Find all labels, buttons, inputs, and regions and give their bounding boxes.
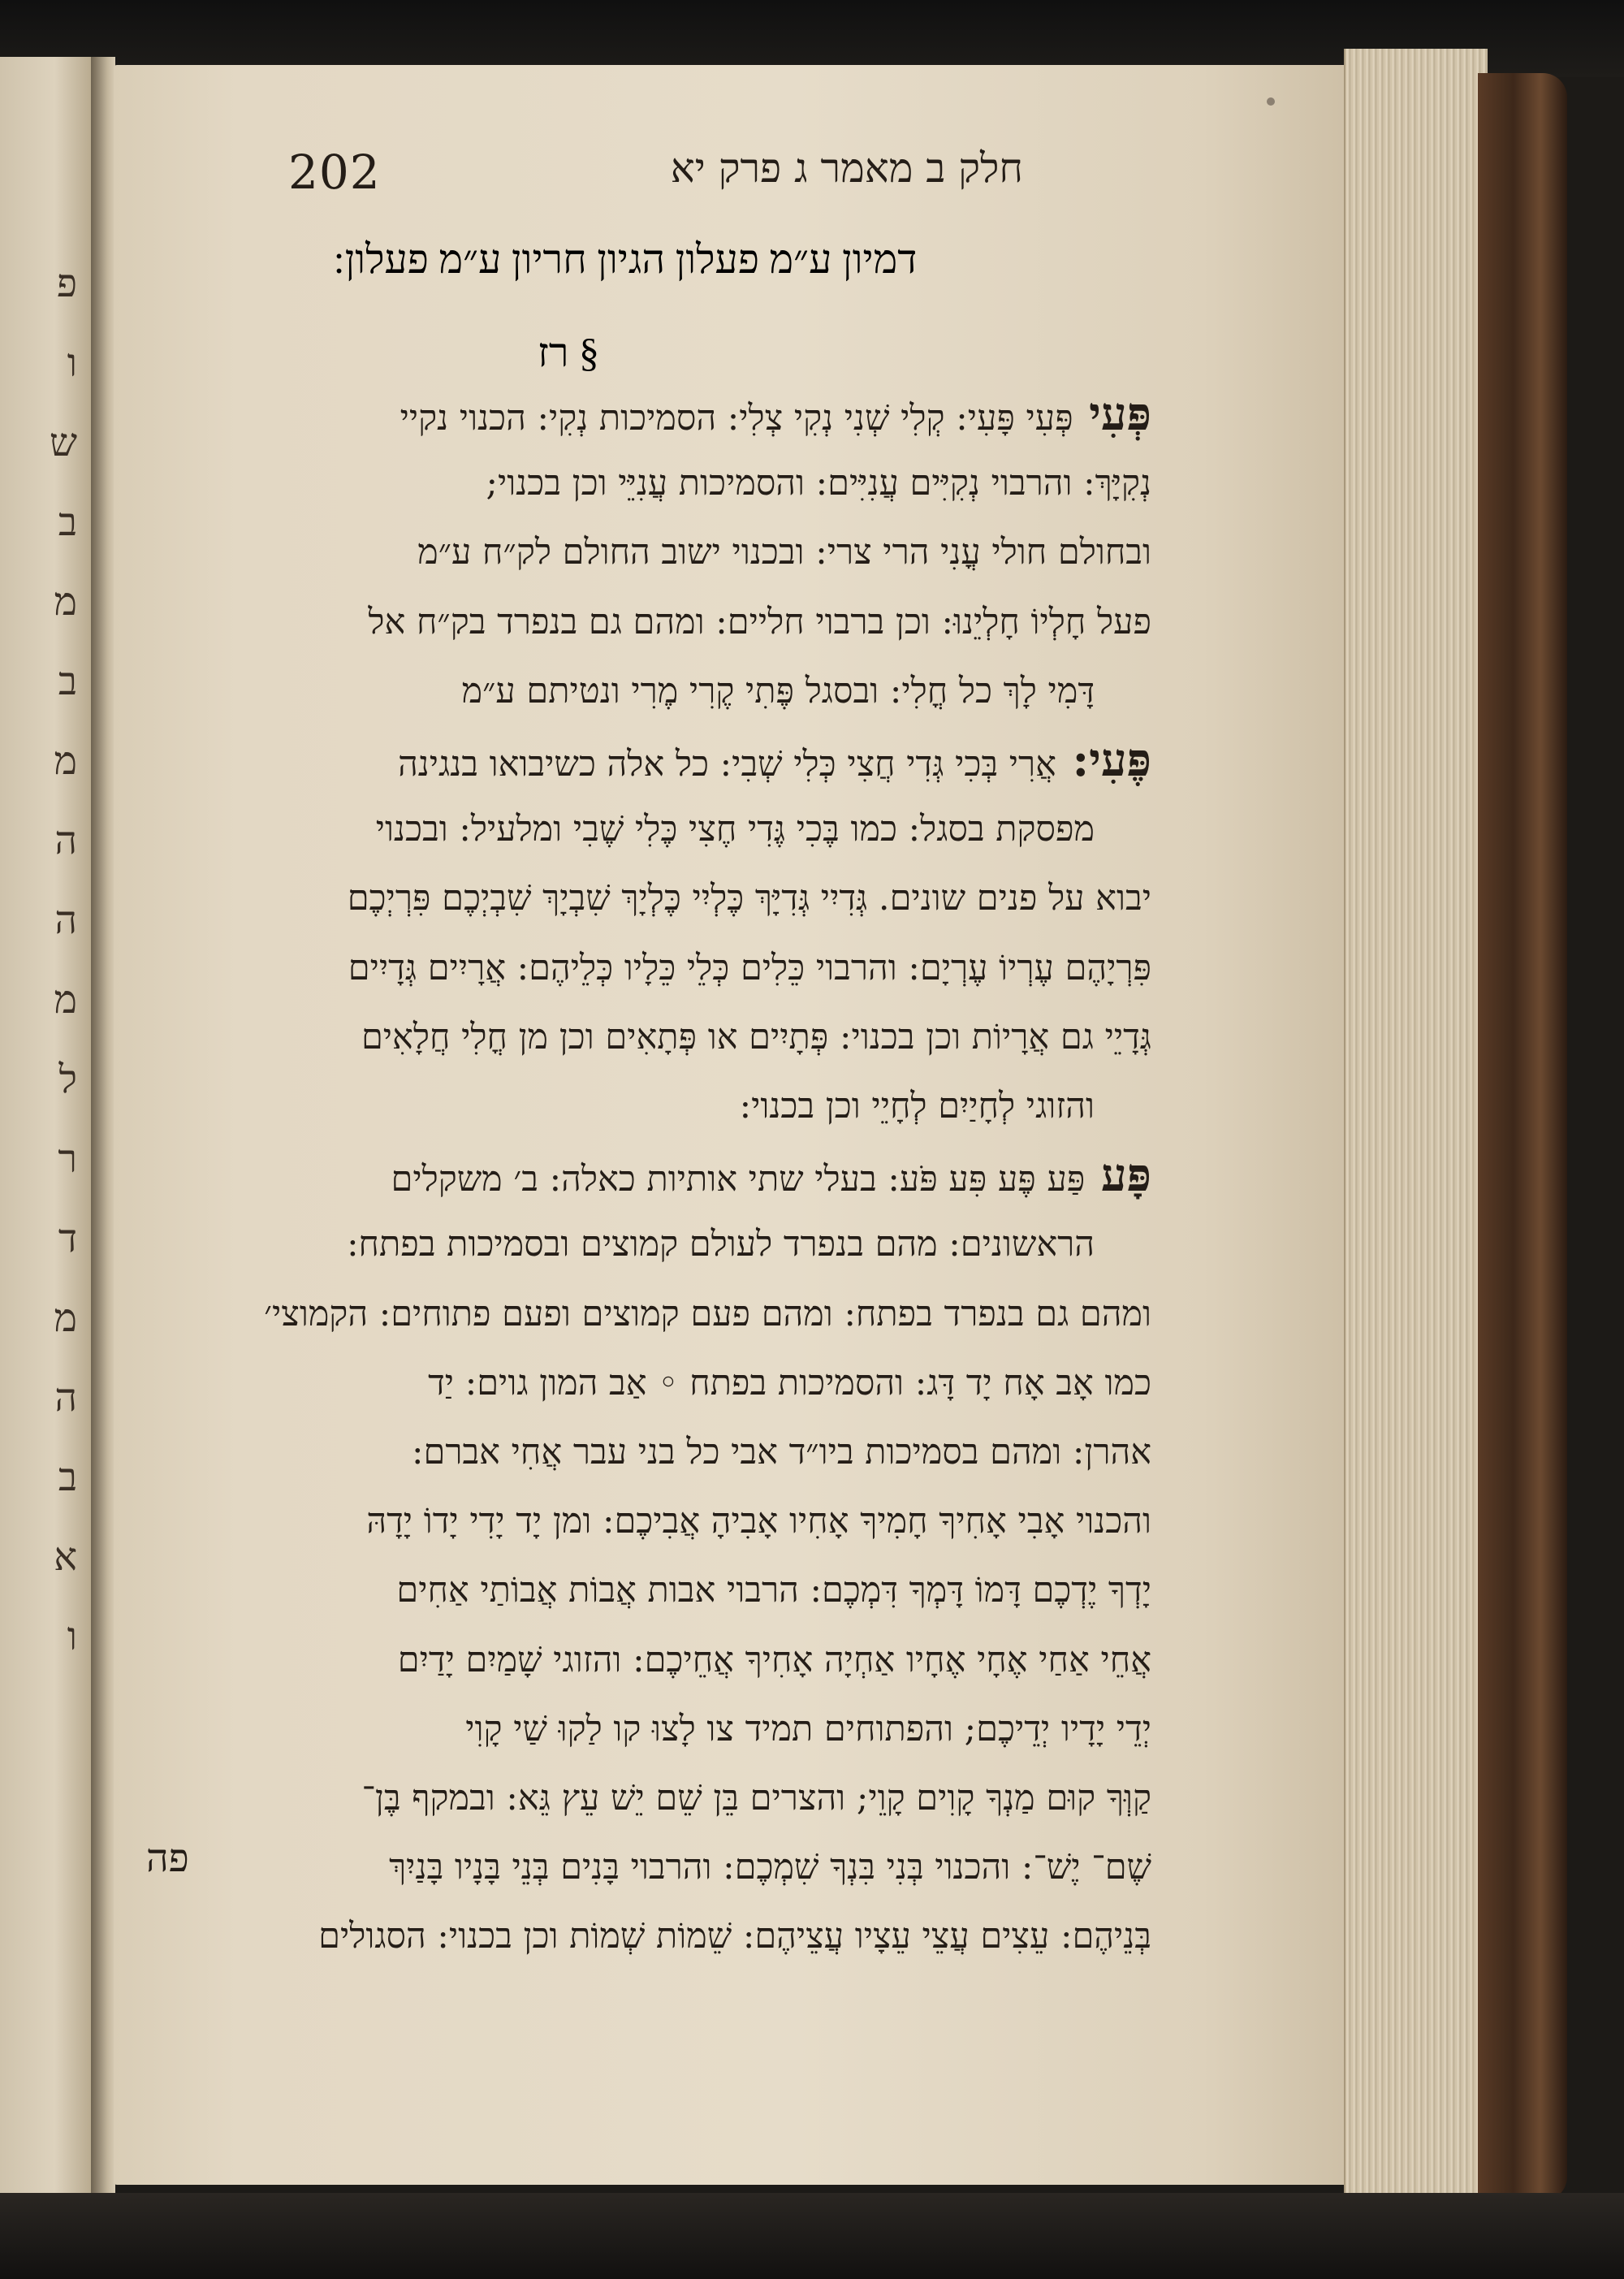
line-text: יבוא על פנים שונים. גְּדִיִי גְּדִיָּךְ כֶּלְיִי כֶּלְיָךְ שִׁבְיָךְ שִׁבְיְכֶם פִּרְיְכֶם xyxy=(347,878,1151,919)
entry-lead-word: פָּע xyxy=(1085,1148,1151,1203)
entry-lead-word: פֶּעִי: xyxy=(1056,733,1151,787)
background-bottom xyxy=(0,2193,1624,2279)
text-line xyxy=(366,1497,1151,1546)
line-text: פַּע פֶּע פִּע פֹּע: בעלי שתי אותיות כאלה: ב׳ משקלים xyxy=(391,1159,1086,1200)
running-head-title: חלק ב מאמר ג פרק יא xyxy=(670,145,1023,192)
line-text: יְדֵי יָדָיו יְדֵיכֶם; והפתוחים תמיד צו לָצוּ קו לַקוּ שַׁי קָוִי xyxy=(465,1708,1151,1749)
left-page-fragment: מ xyxy=(54,738,77,784)
text-line xyxy=(361,1774,1151,1823)
left-page-fragment: ל xyxy=(58,1057,77,1102)
left-page-fragments xyxy=(0,244,77,1676)
section-marker: § רז xyxy=(537,330,599,375)
left-page-fragment: ו xyxy=(67,1614,77,1659)
left-page-fragment: ה xyxy=(54,1375,77,1421)
line-text: אֲרִי בְּכִי גְּדִי חֲצִי כְּלִי שְׁבִי: כל אלה כשיבואו בנגינה xyxy=(398,744,1056,785)
text-line xyxy=(428,1359,1151,1408)
left-page-fragment: ה xyxy=(54,818,77,863)
left-page-fragment: ב xyxy=(58,659,77,704)
left-page-fragment: ה xyxy=(54,897,77,943)
text-line xyxy=(348,874,1151,923)
line-text: והזוגי לְחָיַיִם לְחָיֵי וכן בכנוי: xyxy=(739,1086,1095,1127)
left-page-fragment: מ xyxy=(54,1295,77,1341)
left-page-fragment: ר xyxy=(58,1136,77,1182)
left-page-fragment: ב xyxy=(58,1455,77,1500)
page-edges xyxy=(1344,49,1488,2201)
text-line xyxy=(361,1013,1151,1062)
text-line xyxy=(376,805,1095,854)
line-text: גְּדָיֵי גם אֲרָיוֹת וכן בכנוי: פְּתָיִים או פְּתָאִים וכן מן חֳלִי חֲלָאִים xyxy=(361,1016,1151,1057)
book-gutter xyxy=(91,57,115,2201)
line-text: נְקִיָּךְ: והרבוי נְקִיִּים עֲנִיִּים: והסמיכות עֲנִיֵּי וכן בכנוי; xyxy=(486,463,1151,504)
line-text: בְּנֵיהֶם: עֵצִים עֲצֵי עֵצָיו עֲצֵיהֶם: שֵׁמוֹת שְׁמוֹת וכן בכנוי: הסגולים xyxy=(318,1916,1151,1957)
left-page-fragment: פ xyxy=(56,261,77,306)
text-line xyxy=(389,1843,1151,1892)
text-line xyxy=(400,387,1151,443)
ink-speck xyxy=(1267,97,1275,106)
text-line xyxy=(398,1636,1151,1684)
line-text: מפסקת בסגל: כמו בֶּכִי גֶּדִי חֶצִי כֶּלִי שֶׁבִי ומלעיל: ובכנוי xyxy=(375,809,1095,850)
text-line xyxy=(348,944,1151,992)
left-page-fragment: ב xyxy=(58,499,77,545)
line-text: אהרן: ומהם בסמיכות ביו״ד אבי כל בני עבר אֲחִי אברם: xyxy=(412,1432,1151,1472)
text-line xyxy=(347,1220,1095,1269)
line-text: ומהם גם בנפרד בפתח: ומהם פעם קמוצים ופעם פתוחים: הקמוצי׳ xyxy=(264,1293,1151,1334)
left-page-fragment: ש xyxy=(50,420,77,465)
line-text: יָדְךָ יֶדְכֶם דָּמוֹ דָּמְךָ דִּמְכֶם: הרבוי אבות אֲבוֹת אֲבוֹתַי אַחִים xyxy=(396,1570,1151,1611)
text-line xyxy=(391,1148,1151,1204)
running-head xyxy=(276,145,1023,210)
text-line xyxy=(396,1566,1151,1615)
text-line xyxy=(398,733,1151,789)
line-text: דָּמִי לָךְ כל חֳלִי: ובסגל פֶּתִי קֶרִי מֶרִי ונטיתם ע״מ xyxy=(461,670,1095,711)
text-line xyxy=(368,598,1151,647)
left-page-fragment: ו xyxy=(67,340,77,386)
text-line xyxy=(318,1912,1151,1961)
text-line xyxy=(264,1290,1151,1338)
left-page-fragment: מ xyxy=(54,977,77,1023)
text-line xyxy=(465,1705,1151,1754)
entry-lead-word: פְּעִי xyxy=(1073,387,1151,441)
line-text: קַוְּךָ קוּם מַנְךָ קָוִים קָוֵי; והצרים בֵּן שֵׁם יֵשׁ עֵץ גֵּא: ובמקף בֶּן־ xyxy=(361,1778,1151,1818)
line-text: כמו אָב אָח יָד דָּג: והסמיכות בפתח ◦ אַב המון גוים: יַד xyxy=(428,1362,1151,1403)
line-text: פִּרְיָהֶם עֶרְיוֹ עֶרְיָם: והרבוי כֵּלִים כְּלֵי כֵּלָיו כְּלֵיהֶם: אֲרָיִים גְּדָיִים xyxy=(348,947,1151,988)
text-line xyxy=(740,1082,1095,1131)
line-text: פְּעִי פָּעִי: קְלִי שְׁנִי נְקִי צְלִי: הסמיכות נְקִי: הכנוי נקיי xyxy=(400,398,1073,439)
left-page-fragment: מ xyxy=(54,579,77,625)
line-text: והכנוי אָבִי אָחִיךָ חָמִיךָ אָחִיו אָבִיהָ אֲבִיכֶם: ומן יָד יָדִי יָדוֹ יָדָהּ xyxy=(366,1501,1151,1542)
line-text: ובחולם חולי עֳנִי הרי צרי: ובכנוי ישוב החולם לק״ח ע״מ xyxy=(417,532,1151,573)
text-line xyxy=(486,459,1151,508)
line-text: שֶׁם־ יֶשׁ־: והכנוי בְּנִי בִּנְךָ שִׁמְכֶם: והרבוי בָּנִים בְּנֵי בָּנָיו בָּנַיִךְ xyxy=(389,1847,1151,1888)
line-text: פעל חָלְיוֹ חָלְיֵנוּ: וכן ברבוי חליים: ומהם גם בנפרד בק״ח אל xyxy=(368,601,1151,642)
text-line xyxy=(462,667,1095,716)
left-page-edge xyxy=(0,57,93,2201)
catchword: פה xyxy=(146,1836,189,1881)
text-line xyxy=(417,528,1151,577)
line-text: אֲחֵי אַחַי אֶחָי אֶחָיו אַחְיָה אָחִיךָ אֲחֵיכֶם: והזוגי שָׁמַיִם יָדַיִם xyxy=(397,1639,1151,1680)
left-page-fragment: א xyxy=(54,1534,77,1580)
page-number: 202 xyxy=(288,145,381,200)
section-subheading: דמיון ע״מ פעלון הגיון חריון ע״מ פעלון: xyxy=(333,236,918,282)
left-page-fragment: ד xyxy=(58,1216,77,1261)
line-text: הראשונים: מהם בנפרד לעולם קמוצים ובסמיכות בפתח: xyxy=(347,1224,1095,1265)
book-spine xyxy=(1478,73,1567,2201)
text-line xyxy=(412,1428,1151,1477)
